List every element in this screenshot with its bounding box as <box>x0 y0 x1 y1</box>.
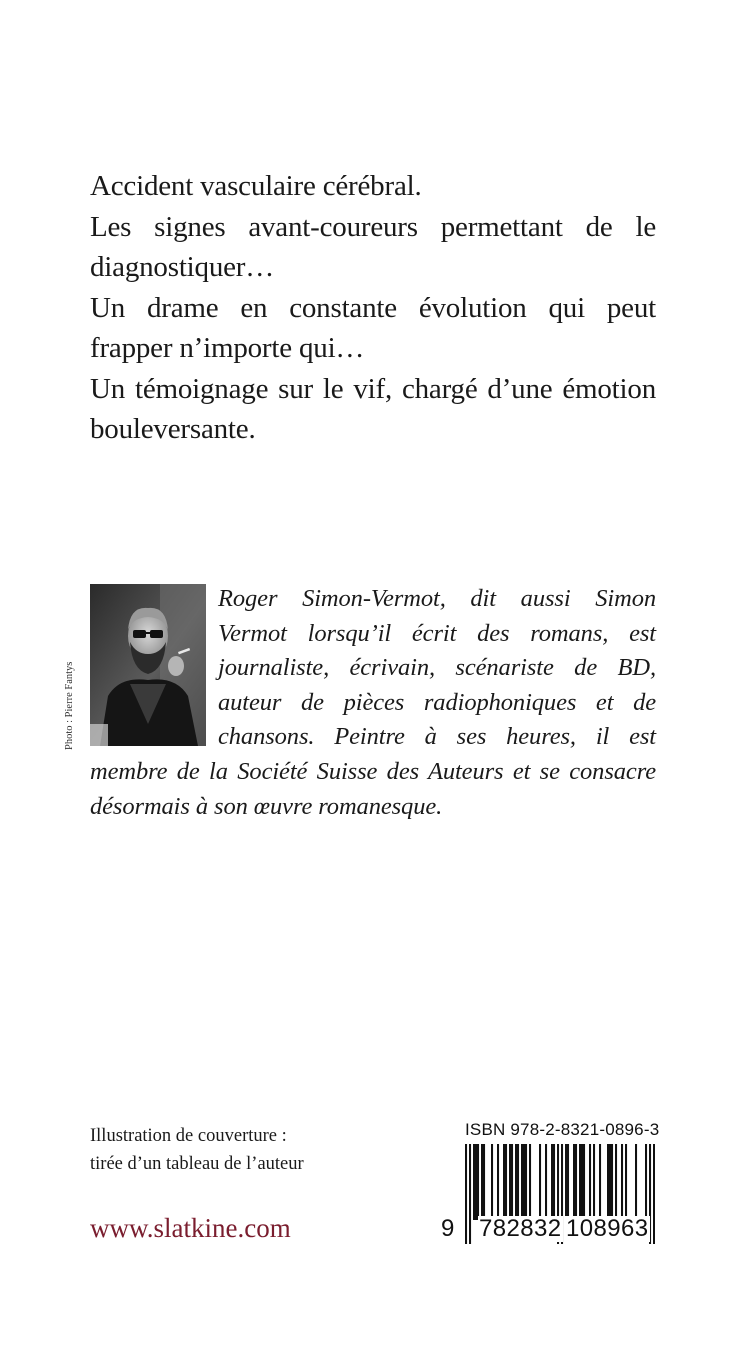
barcode-bar <box>523 1144 525 1220</box>
barcode-bar <box>491 1144 493 1220</box>
isbn-barcode <box>437 1120 659 1250</box>
author-portrait-icon <box>90 584 206 746</box>
barcode-bar <box>593 1144 595 1220</box>
author-section <box>64 582 656 824</box>
photo-credit-text: Photo : Pierre Fantys <box>64 661 75 750</box>
blurb-line-2: Les signes avant-coureurs permettant de le diagnostiquer… <box>90 210 656 283</box>
barcode-bar <box>475 1144 477 1220</box>
barcode-bar <box>653 1144 655 1244</box>
barcode-digits-left: 782832 <box>479 1215 562 1242</box>
barcode-bar <box>607 1144 609 1220</box>
barcode-bar <box>625 1144 627 1220</box>
barcode-bar <box>645 1144 647 1220</box>
barcode-bar <box>565 1144 567 1220</box>
cover-illustration-credit <box>90 1122 304 1178</box>
barcode-digit-first: 9 <box>441 1215 455 1242</box>
blurb-line-1: Accident vasculaire cérébral. <box>90 170 422 202</box>
isbn-label: ISBN 978-2-8321-0896-3 <box>465 1120 660 1139</box>
credit-line-1: Illustration de couverture : <box>90 1126 287 1146</box>
barcode-bar <box>505 1144 507 1220</box>
barcode-bar <box>529 1144 531 1220</box>
barcode-bar <box>539 1144 541 1220</box>
barcode-bar <box>583 1144 585 1220</box>
photo-credit <box>63 582 83 750</box>
barcode-bar <box>611 1144 613 1220</box>
author-portrait <box>90 584 206 746</box>
barcode-bar <box>517 1144 519 1220</box>
barcode-bar <box>573 1144 575 1220</box>
barcode-bar <box>515 1144 517 1220</box>
barcode-bar <box>511 1144 513 1220</box>
barcode-bar <box>551 1144 553 1220</box>
barcode-bar <box>521 1144 523 1220</box>
barcode-bar <box>503 1144 505 1220</box>
barcode-bar <box>635 1144 637 1220</box>
barcode-bar <box>575 1144 577 1220</box>
credit-line-2: tirée d’un tableau de l’auteur <box>90 1154 304 1174</box>
blurb-text <box>90 166 656 450</box>
barcode-bar <box>465 1144 467 1244</box>
barcode-bar <box>481 1144 483 1220</box>
barcode-bar <box>579 1144 581 1220</box>
barcode-bar <box>599 1144 601 1220</box>
barcode-bar <box>615 1144 617 1220</box>
barcode-bar <box>621 1144 623 1220</box>
barcode-bar <box>567 1144 569 1220</box>
blurb-line-3: Un drame en constante évolution qui peut frapper n’importe qui… <box>90 291 656 364</box>
barcode-bar <box>509 1144 511 1220</box>
barcode-bar <box>581 1144 583 1220</box>
barcode-digits-right: 108963 <box>566 1215 649 1242</box>
barcode-bar <box>545 1144 547 1220</box>
barcode-bar <box>469 1144 471 1244</box>
barcode-bar <box>497 1144 499 1220</box>
barcode-bar <box>525 1144 527 1220</box>
barcode-bar <box>483 1144 485 1220</box>
barcode-bar <box>553 1144 555 1220</box>
barcode-bar <box>477 1144 479 1220</box>
barcode-bar <box>609 1144 611 1220</box>
author-bio: Roger Simon-Vermot, dit aussi Simon Vermot lorsqu’il écrit des romans, est journaliste, écrivain, scénariste de BD, auteur de pièces radiophoniques et de chansons. Peintre à ses heures, il est membre de la Société Suisse des Auteurs et se consacre désormais à son œuvre romanesque. <box>90 585 656 820</box>
blurb-line-4: Un témoignage sur le vif, chargé d’une émotion bouleversante. <box>90 372 656 445</box>
barcode-bar <box>473 1144 475 1220</box>
publisher-website-link[interactable]: www.slatkine.com <box>90 1213 291 1243</box>
barcode-bar <box>589 1144 591 1220</box>
